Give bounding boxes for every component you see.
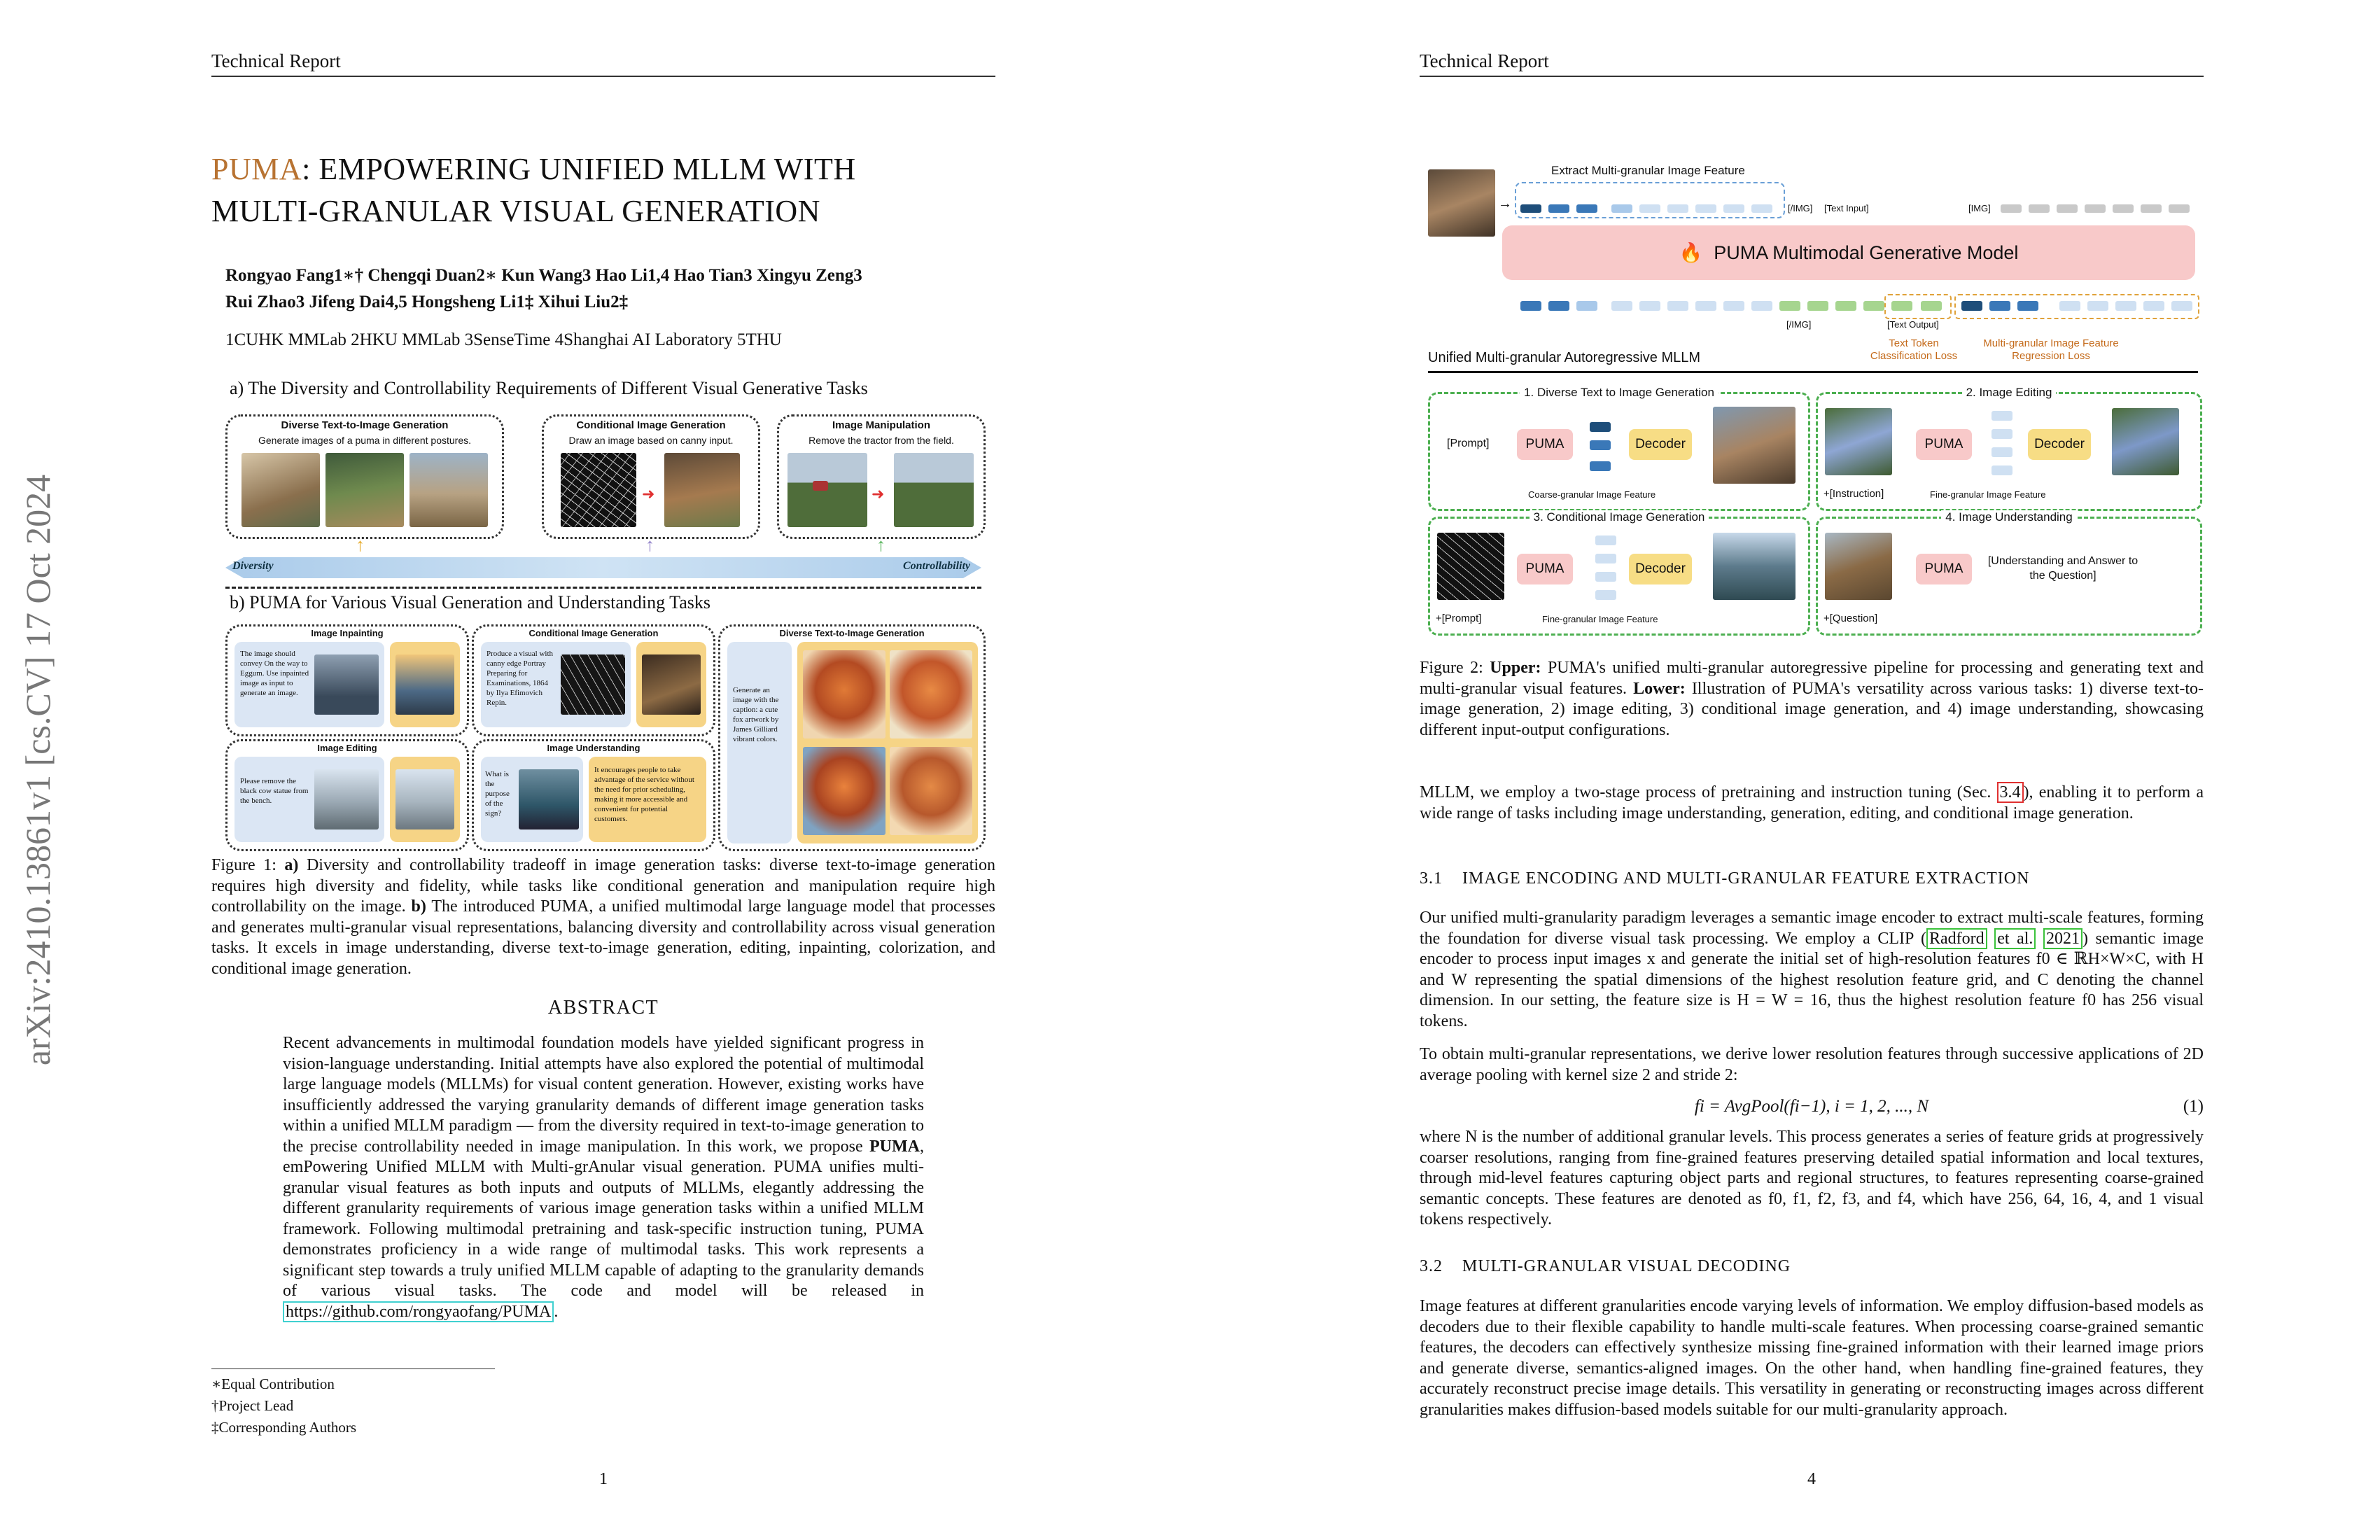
- fox-image-3: [803, 747, 886, 835]
- fox-image-2: [890, 650, 972, 738]
- fig1-b-editing: Image Editing Please remove the black cow statue from the bench.: [225, 739, 469, 851]
- fig1-part-b-title: b) PUMA for Various Visual Generation and Understanding Tasks: [230, 592, 710, 612]
- running-header: Technical Report: [211, 50, 341, 71]
- puma-image-2: [326, 453, 404, 527]
- fig1-box-manip: Image Manipulation Remove the tractor from the field. ➜: [777, 414, 986, 539]
- page-right: [1190, 0, 2380, 1540]
- figure-1-caption: Figure 1: a) Diversity and controllability tradeoff in image generation tasks: diverse text-to-image generation requires high diversity and fidelity, while tasks like conditional generation and manipulation require high controllability on the image. b) The introduced PUMA, a unified multimodal large language model that processes and generates multi-granular visual representations, balancing diversity and controllability across visual generation tasks. It excels in image understanding, diverse text-to-image generation, editing, inpainting, colorization, and conditional image generation.: [211, 856, 996, 978]
- paragraph-3-1b: To obtain multi-granular representations, we derive lower resolution features through successive applications of 2D average pooling with kernel size 2 and stride 2:: [1420, 1045, 2204, 1084]
- paper-title: PUMA: EMPOWERING UNIFIED MLLM WITH MULTI-GRANULAR VISUAL GENERATION: [211, 152, 856, 228]
- page-number: 4: [1807, 1470, 1816, 1488]
- task-t2i: 1. Diverse Text to Image Generation [Prompt] PUMA Decoder Coarse-granular Image Feature: [1428, 392, 1810, 511]
- paragraph-3-1a: Our unified multi-granularity paradigm leverages a semantic image encoder to extract multi-scale features, forming the foundation for diverse visual task processing. We employ a CLIP ( Radford et al. 2021 ) semantic image encoder to process input images x and generate the initial set of high-resolution features f0 ∈ ℝH×W×C, with H and W representing the spatial dimensions of the highest resolution feature grid, and C denoting the channel dimension. In our setting, the feature size is H = W = 16, thus the highest resolution feature f0 has 256 visual tokens.: [1420, 909, 2204, 1030]
- puma-model-block: 🔥 PUMA Multimodal Generative Model: [1502, 225, 2195, 280]
- cite-radford-etal[interactable]: et al.: [1994, 928, 2036, 949]
- section-3-1-heading: 3.1 IMAGE ENCODING AND MULTI-GRANULAR FEATURE EXTRACTION: [1420, 869, 2030, 888]
- puma-image-1: [241, 453, 320, 527]
- abstract-body: Recent advancements in multimodal foundation models have yielded significant progress in vision-language understanding. Initial attempts have also explored the potential of multimodal large language models (MLLMs) for visual content generation. However, existing works have insufficiently addressed the varying granularity demands of different image generation tasks within a unified MLLM paradigm — from the diversity required in text-to-image generation to the precise controllability needed in image manipulation. In this work, we propose PUMA, emPowering Unified MLLM with Multi-grAnular visual generation. PUMA unifies multi-granular visual features as both inputs and outputs of MLLMs, elegantly addressing the different granularity requirements of various image generation tasks within a unified MLLM framework. Following multimodal pretraining and task-specific instruction tuning, PUMA demonstrates proficiency in a wide range of multimodal tasks. This work represents a significant step towards a truly unified MLLM capable of adapting to the granularity demands of various visual tasks. The code and model will be released in https://github.com/rongyaofang/PUMA .: [283, 1034, 924, 1321]
- fire-icon: 🔥: [1679, 242, 1703, 263]
- equation-1: fi = AvgPool(fi−1), i = 1, 2, ..., N (1): [1694, 1097, 2204, 1116]
- fig1-b-conditional: Conditional Image Generation Produce a visual with canny edge Portray Preparing for Examinations, 1864 by Ilya Efimovich Repin.: [472, 624, 715, 736]
- running-header: Technical Report: [1420, 50, 1549, 71]
- fox-image-1: [803, 650, 886, 738]
- puma-image-3: [410, 453, 488, 527]
- task-understanding: 4. Image Understanding +[Question] PUMA [Understanding and Answer to the Question]: [1816, 517, 2202, 636]
- paragraph-3-1c: where N is the number of additional granular levels. This process generates a series of feature grids at progressively coarser resolutions, ranging from fine-grained features preserving detailed spatial information and local textures, through mid-level features capturing object parts and regional structures, to features representing coarse-grained semantic concepts. These features are denoted as f0, f1, f2, f3, and f4, which have 256, 64, 16, 4, and 1 visual tokens respectively.: [1420, 1128, 2204, 1228]
- generated-puma: [664, 453, 740, 527]
- section-3-2-heading: 3.2 MULTI-GRANULAR VISUAL DECODING: [1420, 1257, 1791, 1275]
- ref-sec-3-4[interactable]: 3.4: [1997, 782, 2024, 803]
- cite-radford-year[interactable]: 2021: [2043, 928, 2082, 949]
- fig1-b-understanding: Image Understanding What is the purpose of the sign? It encourages people to take advantage of the service without the need for prior scheduling, making it more accessible and convenient for potential customers.: [472, 739, 715, 851]
- author-list: Rongyao Fang1∗† Chengqi Duan2∗ Kun Wang3 Hao Li1,4 Hao Tian3 Xingyu Zeng3 Rui Zhao3 Jifeng Dai4,5 Hongsheng Li1‡ Xihui Liu2‡: [225, 266, 862, 312]
- figure-1: a) The Diversity and Controllability Requirements of Different Visual Generative Tasks Diverse Text-to-Image Generation Generate images of a puma in different postures. Conditional Image Generation Draw an image based on canny input. ➜ Image Manipulation Remove the tractor from the field. ➜ ↑ ↑ ↑ Diversity Controllability b) PUMA for Various Visual Generation and Understanding Tasks Image Inpainting The image should convey On the way to Eggum. Use inpainted image as input to generate an image. Conditional Image Generation Produce a visual with canny edge Portray Preparing for Examinations, 1864 by Ilya Efimovich Repin. Diverse Text-to-Image Generation Generate an image with the caption: a cute fox artwork by James Gilliard vibrant colors. Image Editing Please remove the black cow statue from the bench. Image Understanding What is the purpose of the sign? It encourages people to take advantage of the service without the need for prior scheduling, making it more accessible and convenient for potential customers.: [225, 378, 981, 847]
- field-without-tractor: [894, 453, 974, 527]
- code-link[interactable]: https://github.com/rongyaofang/PUMA: [283, 1301, 554, 1322]
- affiliations: 1CUHK MMLab 2HKU MMLab 3SenseTime 4Shanghai AI Laboratory 5THU: [225, 330, 782, 349]
- figure-2-caption: Figure 2: Upper: PUMA's unified multi-granular autoregressive pipeline for processing and generating text and multi-granular visual features. Lower: Illustration of PUMA's versatility across various tasks: 1) diverse text-to-image generation, 2) image editing, 3) conditional image generation, and 4) image understanding, showcasing different input-output configurations.: [1420, 659, 2204, 739]
- abstract-heading: ABSTRACT: [547, 997, 659, 1018]
- fig1-b-t2i: Diverse Text-to-Image Generation Generate an image with the caption: a cute fox artwork by James Gilliard vibrant colors.: [718, 624, 986, 851]
- paragraph-3-2: Image features at different granularities encode varying levels of information. We employ diffusion-based models as decoders due to their flexible capability to handle multi-scale features. When processing coarse-grained semantic features, the decoders can effectively synthesize missing fine-grained information with their learned image priors and generate diverse, semantics-aligned images. On the other hand, when handling fine-grained features, they accurately reconstruct precise image details. This versatility in generating or reconstructing images across different granularities makes diffusion-based models suitable for our multi-granularity approach.: [1420, 1297, 2204, 1419]
- diversity-controllability-arrow: [225, 557, 981, 578]
- figure-2: → Extract Multi-granular Image Feature [/IMG] [Text Input] [IMG] 🔥 PUMA Multimodal Generative Model [/IMG] [Text Output] Text Token Classification Loss Multi-granular Image Feature Regression Loss Unified Multi-granular Autoregressive MLLM 1. Diverse Text to Image Generation [Prompt] PUMA Decoder Coarse-granular Image Feature 2. Image Editing +[Instruction] PUMA Decoder Fine-granular Image Feature 3. Conditional Image Generation +[Prompt] PUMA Decoder Fine-granular Image Feature 4. Image Understanding +[Question] PUMA [Understanding and Answer to the Question]: [1428, 161, 2198, 637]
- fig1-b-inpainting: Image Inpainting The image should convey On the way to Eggum. Use inpainted image as input to generate an image.: [225, 624, 469, 736]
- fig1-box-t2i: Diverse Text-to-Image Generation Generate images of a puma in different postures.: [225, 414, 504, 539]
- footnotes: ∗Equal Contribution †Project Lead ‡Corresponding Authors: [211, 1376, 357, 1436]
- paragraph-intro: MLLM, we employ a two-stage process of pretraining and instruction tuning (Sec. 3.4 ), enabling it to perform a wide range of tasks including image understanding, generation, editing, and conditional image generation.: [1420, 783, 2204, 822]
- page-number: 1: [599, 1470, 608, 1488]
- fig1-part-a-title: a) The Diversity and Controllability Requirements of Different Visual Generative Tasks: [230, 378, 868, 398]
- fig1-box-cond: Conditional Image Generation Draw an image based on canny input. ➜: [542, 414, 760, 539]
- canny-edge-image: [561, 453, 636, 527]
- task-conditional: 3. Conditional Image Generation +[Prompt] PUMA Decoder Fine-granular Image Feature: [1428, 517, 1810, 636]
- cite-radford[interactable]: Radford: [1926, 928, 1987, 949]
- fox-image-4: [890, 747, 972, 835]
- task-editing: 2. Image Editing +[Instruction] PUMA Decoder Fine-granular Image Feature: [1816, 392, 2202, 511]
- input-image: [1428, 169, 1495, 237]
- arxiv-stamp: arXiv:2410.13861v1 [cs.CV] 17 Oct 2024: [18, 474, 57, 1066]
